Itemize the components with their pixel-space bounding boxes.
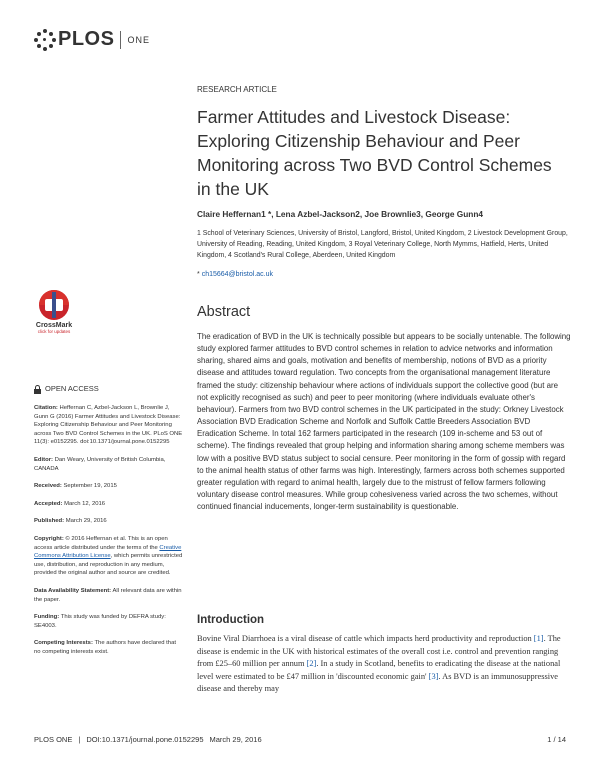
funding-label: Funding: [34, 614, 60, 621]
published-date: March 29, 2016 [65, 518, 107, 525]
license-link[interactable]: Creative Commons Attribution License [34, 544, 182, 560]
page-footer: PLOS ONE | DOI:10.1371/journal.pone.0152295 March 29, 2016 1 / 14 [34, 735, 566, 744]
email-marker: * [197, 271, 200, 278]
competing-interests-block [34, 639, 184, 656]
citation-label: Citation: [34, 405, 58, 411]
corresponding-email [197, 271, 273, 278]
footer-date: March 29, 2016 [209, 735, 262, 744]
plos-dots-icon [34, 29, 56, 51]
article-type: RESEARCH ARTICLE [197, 85, 277, 94]
data-availability-label: Data Availability Statement: [34, 587, 112, 594]
editor-text: Dan Weary, University of British Columbia, CANADA [34, 456, 166, 472]
citation-block [34, 404, 184, 447]
reference-link-1[interactable]: [1] [533, 634, 544, 643]
journal-name: ONE [127, 34, 150, 45]
page-number: 1 / 14 [547, 735, 566, 744]
published-label: Published: [34, 518, 65, 525]
logo-divider [120, 31, 121, 49]
article-info-sidebar [34, 385, 184, 665]
introduction-heading: Introduction [197, 614, 265, 626]
intro-text-1: Bovine Viral Diarrhoea is a viral disease of cattle which impacts herd productivity and reproduction [197, 634, 534, 643]
author-list: Claire Heffernan1 *, Lena Azbel-Jackson2, Joe Brownlie3, George Gunn4 [197, 209, 484, 219]
copyright-text-end: , which permits unrestricted use, distribution, and reproduction in any medium, provided the original author and source are credited. [34, 553, 183, 577]
copyright-text: © 2016 Heffernan et al. This is an open access article distributed under the terms of the [34, 535, 168, 551]
introduction-text [197, 633, 571, 696]
plos-logo [34, 28, 150, 51]
competing-interests-text: The authors have declared that no competing interests exist. [34, 640, 176, 655]
published-block [34, 517, 184, 526]
data-availability-text: All relevant data are within the paper. [34, 587, 182, 603]
abstract-heading: Abstract [197, 304, 251, 320]
citation-text: Heffernan C, Azbel-Jackson L, Brownlie J, Gunn G (2016) Farmer Attitudes and Livestock Disease: Exploring Citizenship Behaviour and Peer Monitoring across Two BVD Control Schemes in the UK. PLoS ONE 11(3): e0152295. doi:10.1371/journal.pone.0152295 [34, 405, 183, 446]
reference-link-2[interactable]: [2] [306, 659, 317, 669]
open-lock-icon [34, 385, 41, 394]
footer-journal: PLOS ONE [34, 735, 73, 744]
received-label: Received: [34, 483, 62, 490]
received-block [34, 482, 184, 491]
logo-text: PLOS [58, 28, 115, 50]
affiliations: 1 School of Veterinary Sciences, University of Bristol, Langford, Bristol, United Kingdom, 2 Livestock Development Group, University of Reading, Reading, United Kingdom, 3 Royal Veterinary College, North Mymms, Hatfield, Herts, United Kingdom, 4 Scotland's Rural College, Aberdeen, United Kingdom [197, 230, 568, 259]
editor-block [34, 456, 184, 473]
competing-interests-label: Competing Interests: [34, 640, 93, 647]
received-date: September 19, 2015 [63, 483, 117, 490]
funding-block [34, 613, 184, 630]
crossmark-badge[interactable] [32, 290, 76, 334]
data-availability-block [34, 587, 184, 604]
funding-text: This study was funded by DEFRA study: SE4003. [34, 614, 166, 629]
accepted-date: March 12, 2016 [64, 500, 106, 507]
crossmark-label: CrossMark [35, 322, 73, 329]
copyright-block [34, 535, 184, 578]
footer-doi: DOI:10.1371/journal.pone.0152295 [86, 735, 204, 744]
accepted-block [34, 500, 184, 509]
reference-link-3[interactable]: [3] [428, 671, 439, 681]
article-title: Farmer Attitudes and Livestock Disease: Exploring Citizenship Behaviour and Peer Monitoring across Two BVD Control Schemes in the UK [197, 107, 552, 199]
abstract-text: The eradication of BVD in the UK is technically possible but appears to be socially untenable. The following study explored farmer attitudes to BVD control schemes in relation to advice networks and information sharing, shared aims and goals, motivation and benefits of membership, notions of BVD as a priority disease and attitudes toward regulation. Two concepts from the organisational management literature framed the study: citizenship behaviour where actions of individuals support the collective good (but are not explicitly recognised as such) and peer to peer monitoring (where individuals evaluate other's behaviour). Farmers from two BVD control schemes in the UK participated in the study: Orkney Livestock Association BVD Eradication Scheme and Norfolk and Suffolk Cattle Breeders Association BVD Eradication Scheme. In total 162 farmers participated in the research (109 in-scheme and 53 out of scheme). The findings revealed that group helping and information sharing among scheme members was low with a positive BVD status subject to social censure. Peer monitoring in the form of gossip with regard to the animal health status of other farms was high. Interestingly, farmers across both schemes supported greater regulation with regard to animal health, largely due to the mistrust of fellow farmers following voluntary disease control measures. While group cohesiveness varied across the two schemes, without continued financial inducements, longer-term sustainability is questionable. [197, 332, 571, 512]
editor-label: Editor: [34, 456, 53, 463]
crossmark-icon [39, 290, 69, 320]
intro-text-3: . In a study in Scotland, benefits to eradicating the disease at the national level were estimated to be £47 million in 'discounted economic gain' [197, 659, 561, 681]
accepted-label: Accepted: [34, 500, 63, 507]
intro-text-4: . As BVD is an immunosuppressive disease and thereby may [197, 671, 558, 694]
crossmark-sublabel: click for updates [37, 329, 71, 334]
open-access-badge [34, 385, 184, 394]
open-access-label: OPEN ACCESS [45, 384, 99, 394]
email-link[interactable]: ch15664@bristol.ac.uk [201, 271, 273, 278]
intro-text-2: . The disease is endemic in the UK with historical estimates of the overall cost i.e. control and prevention ranging from £25–60 million per annum [197, 634, 561, 669]
copyright-label: Copyright: [34, 535, 64, 542]
